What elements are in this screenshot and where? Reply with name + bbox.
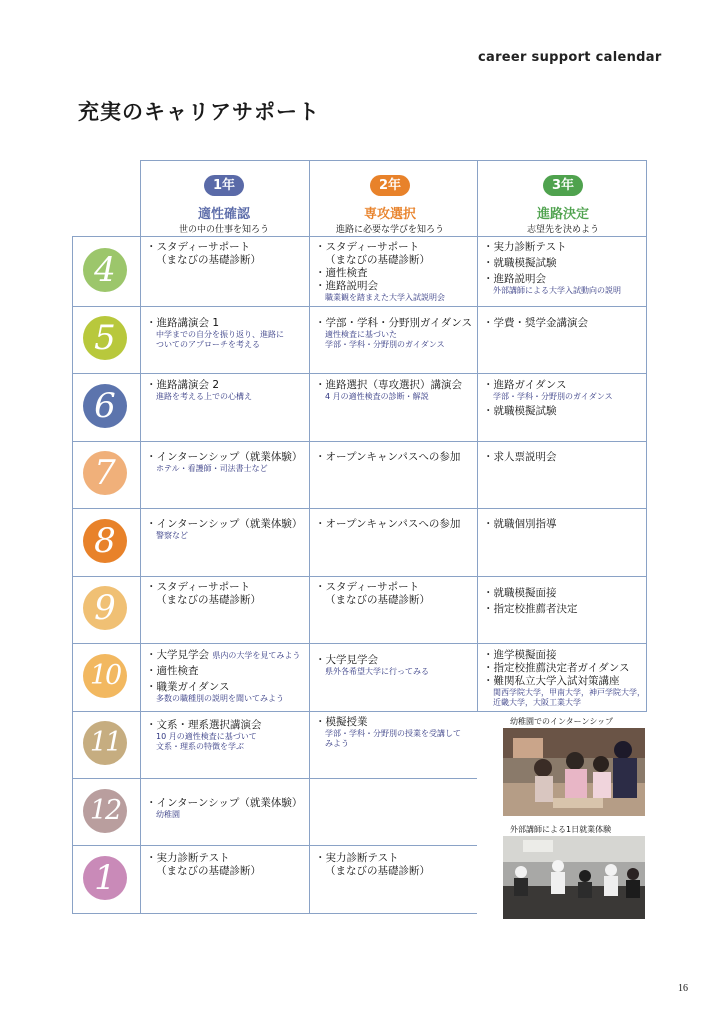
cell-sep-y1 xyxy=(146,581,261,607)
item-note: 近畿大学，大阪工業大学 xyxy=(493,698,581,707)
cell-may-y3 xyxy=(483,317,588,330)
item: ・進路講演会 1 xyxy=(146,317,220,329)
item: ・模擬授業 xyxy=(315,716,368,728)
item-note: 適性検査に基づいた xyxy=(325,330,397,339)
item-note: 警察など xyxy=(156,531,188,540)
item: ・スタディーサポート xyxy=(315,241,420,253)
item: ・大学見学会 xyxy=(315,654,378,666)
year-title: 進路決定 xyxy=(536,207,589,222)
year-badge: 2年 xyxy=(370,175,410,196)
item: ・スタディーサポート xyxy=(146,581,251,593)
item: ・学部・学科・分野別ガイダンス xyxy=(315,317,472,329)
page-title: 充実のキャリアサポート xyxy=(78,100,320,124)
item: ・指定校推薦者決定 xyxy=(483,603,578,615)
cell-may-y1 xyxy=(146,317,284,350)
item: ・実力診断テスト xyxy=(146,852,230,864)
cell-oct-y1 xyxy=(146,649,300,704)
item-note: 県外各希望大学に行ってみる xyxy=(325,667,429,676)
item-note: 学部・学科・分野別の授業を受講して xyxy=(325,729,461,738)
item-note: 幼稚園 xyxy=(156,810,180,819)
year-badge: 3年 xyxy=(543,175,583,196)
item: ・学費・奨学金講演会 xyxy=(483,317,588,329)
item-note: みよう xyxy=(325,739,349,748)
cell-aug-y3 xyxy=(483,518,557,531)
item: ・就職模擬試験 xyxy=(483,405,557,417)
item: （まなびの基礎診断） xyxy=(156,865,261,877)
cell-nov-y1 xyxy=(146,719,262,752)
item-note: 文系・理系の特徴を学ぶ xyxy=(156,742,244,751)
month-badge-november: 11 xyxy=(83,721,127,765)
item: ・適性検査 xyxy=(146,665,199,677)
item-note: ホテル・看護師・司法書士など xyxy=(156,464,268,473)
item-note: 外部講師による大学入試動向の説明 xyxy=(493,286,621,295)
item: ・インターンシップ（就業体験） xyxy=(146,797,303,809)
month-badge-december: 12 xyxy=(83,789,127,833)
cell-apr-y1 xyxy=(146,241,261,267)
item-note: 職業観を踏まえた大学入試説明会 xyxy=(325,293,445,302)
year-subtitle: 世の中の仕事を知ろう xyxy=(178,225,269,235)
item: ・指定校推薦決定者ガイダンス xyxy=(483,662,630,674)
item: ・オープンキャンパスへの参加 xyxy=(315,518,461,530)
item: （まなびの基礎診断） xyxy=(156,594,261,606)
cell-oct-y2 xyxy=(315,654,429,677)
item: ・就職模擬試験 xyxy=(483,257,557,269)
month-badge-june: 6 xyxy=(83,384,127,428)
cell-jun-y3 xyxy=(483,379,613,418)
month-badge-january: 1 xyxy=(83,856,127,900)
cell-aug-y1 xyxy=(146,518,302,541)
item: ・進路選択（専攻選択）講演会 xyxy=(315,379,462,391)
cell-oct-y3 xyxy=(483,649,645,708)
item-note: ついてのアプローチを考える xyxy=(156,340,260,349)
month-badge-july: 7 xyxy=(83,451,127,495)
item-note: 多数の職種別の説明を聞いてみよう xyxy=(156,694,284,703)
kindergarten-internship-photo xyxy=(503,728,645,816)
item: ・就職個別指導 xyxy=(483,518,557,530)
month-badge-september: 9 xyxy=(83,586,127,630)
item: ・求人票説明会 xyxy=(483,451,557,463)
item-note: 学部・学科・分野別のガイダンス xyxy=(493,392,613,401)
item-note: 県内の大学を見てみよう xyxy=(212,651,301,660)
item: ・就職模擬面接 xyxy=(483,587,557,599)
cell-jun-y2 xyxy=(315,379,462,402)
item: ・適性検査 xyxy=(315,267,368,279)
cell-sep-y2 xyxy=(315,581,430,607)
month-badge-may: 5 xyxy=(83,316,127,360)
item: ・進学模擬面接 xyxy=(483,649,557,661)
item: ・インターンシップ（就業体験） xyxy=(146,518,303,530)
cell-nov-y2 xyxy=(315,716,461,749)
cell-jan-y2 xyxy=(315,852,430,878)
cell-may-y2 xyxy=(315,317,472,350)
cell-apr-y3 xyxy=(483,241,621,296)
cell-jul-y3 xyxy=(483,451,557,464)
item-note: 4 月の適性検査の診断・解説 xyxy=(325,392,429,401)
item: （まなびの基礎診断） xyxy=(156,254,261,266)
cell-aug-y2 xyxy=(315,518,460,531)
month-badge-october: 10 xyxy=(83,654,127,698)
item: ・実力診断テスト xyxy=(483,241,567,253)
cell-apr-y2 xyxy=(315,241,445,303)
month-badge-august: 8 xyxy=(83,519,127,563)
month-badge-april: 4 xyxy=(83,248,127,292)
year-subtitle: 進路に必要な学びを知ろう xyxy=(335,225,444,235)
item-note: 10 月の適性検査に基づいて xyxy=(156,732,257,741)
item: ・進路ガイダンス xyxy=(483,379,567,391)
item: （まなびの基礎診断） xyxy=(325,254,430,266)
item: ・実力診断テスト xyxy=(315,852,399,864)
cell-jul-y2 xyxy=(315,451,460,464)
item: ・難関私立大学入試対策講座 xyxy=(483,675,620,687)
photo-caption: 外部講師による1日就業体験 xyxy=(510,825,612,834)
item: ・進路説明会 xyxy=(483,273,546,285)
item: ・オープンキャンパスへの参加 xyxy=(315,451,461,463)
year-badge: 1年 xyxy=(204,175,244,196)
item: ・進路説明会 xyxy=(315,280,378,292)
cell-sep-y3 xyxy=(483,587,578,616)
item: ・職業ガイダンス xyxy=(146,681,230,693)
item: ・インターンシップ（就業体験） xyxy=(146,451,303,463)
item: ・大学見学会 xyxy=(146,649,209,661)
item: ・文系・理系選択講演会 xyxy=(146,719,262,731)
item: （まなびの基礎診断） xyxy=(325,594,430,606)
item: ・スタディーサポート xyxy=(146,241,251,253)
page-number: 16 xyxy=(678,983,688,994)
item: （まなびの基礎診断） xyxy=(325,865,430,877)
cell-jun-y1 xyxy=(146,379,252,402)
year-title: 専攻選択 xyxy=(363,207,416,222)
item: ・スタディーサポート xyxy=(315,581,420,593)
year-subtitle: 志望先を決めよう xyxy=(526,225,599,235)
photo-caption: 幼稚園でのインターンシップ xyxy=(510,717,614,726)
item-note: 進路を考える上での心構え xyxy=(156,392,252,401)
workplace-experience-photo xyxy=(503,836,645,919)
calendar-subtitle: career support calendar xyxy=(478,50,662,65)
cell-jan-y1 xyxy=(146,852,261,878)
year-title: 適性確認 xyxy=(197,207,250,222)
cell-jul-y1 xyxy=(146,451,302,474)
item: ・進路講演会 2 xyxy=(146,379,220,391)
cell-dec-y1 xyxy=(146,797,302,820)
item-note: 中学までの自分を振り返り、進路に xyxy=(156,330,284,339)
item-note: 関西学院大学，甲南大学，神戸学院大学， xyxy=(493,688,645,697)
item-note: 学部・学科・分野別のガイダンス xyxy=(325,340,445,349)
